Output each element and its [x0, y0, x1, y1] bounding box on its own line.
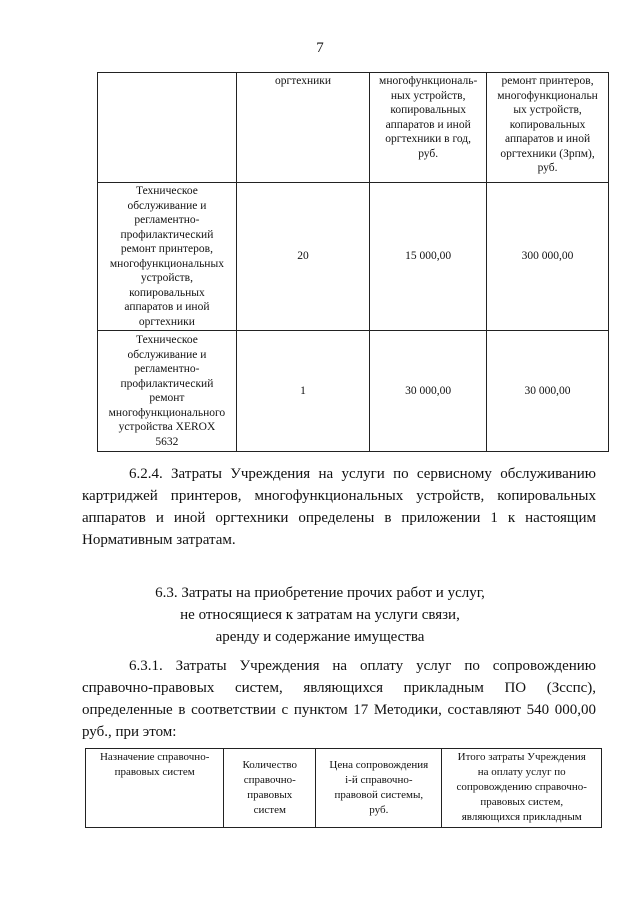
table-row	[98, 183, 609, 331]
table-row	[98, 331, 609, 452]
header-cell-name	[98, 73, 237, 183]
header-cell-count: Количество справочно- правовых систем	[224, 749, 316, 828]
legal-systems-table	[85, 748, 602, 828]
row-name-cell: Техническое обслуживание и регламентно- профилактический ремонт многофункционального устройства XEROX 5632	[98, 331, 237, 452]
row-total-cell: 300 000,00	[487, 183, 609, 331]
row-price-cell: 15 000,00	[370, 183, 487, 331]
row-qty-cell: 20	[236, 183, 369, 331]
section-heading-line: 6.3. Затраты на приобретение прочих работ и услуг,	[155, 585, 485, 601]
header-cell-total: ремонт принтеров, многофункциональн ых устройств, копировальных аппаратов и иной оргтехники (Зрпм), руб.	[487, 73, 609, 183]
section-6-3-heading	[60, 582, 580, 648]
header-cell-price: Цена сопровождения i-й справочно- правовой системы, руб.	[316, 749, 442, 828]
section-heading-line: не относящиеся к затратам на услуги связи,	[180, 607, 460, 623]
page-number: 7	[316, 40, 324, 56]
paragraph-6-3-1: 6.3.1. Затраты Учреждения на оплату услуг по сопровождению справочно-правовых систем, являющихся прикладным ПО (Зсспс), определенные в соответствии с пунктом 17 Методики, составляют 540 000,00 руб., при этом:	[82, 658, 596, 740]
header-cell-total: Итого затраты Учреждения на оплату услуг по сопровождению справочно- правовых систем, являющихся прикладным	[442, 749, 602, 828]
paragraph-6-2-4: 6.2.4. Затраты Учреждения на услуги по сервисному обслуживанию картриджей принтеров, многофункциональных устройств, копировальных аппаратов и иной оргтехники определены в приложении 1 к настоящим Нормативным затратам.	[82, 466, 596, 548]
header-cell-price: многофункциональ- ных устройств, копировальных аппаратов и иной оргтехники в год, руб.	[370, 73, 487, 183]
table-header-row	[86, 749, 602, 828]
header-cell-qty: оргтехники	[236, 73, 369, 183]
row-price-cell: 30 000,00	[370, 331, 487, 452]
row-qty-cell: 1	[236, 331, 369, 452]
maintenance-table	[97, 72, 609, 452]
row-name-cell: Техническое обслуживание и регламентно- профилактический ремонт принтеров, многофункциональных устройств, копировальных аппаратов и иной оргтехники	[98, 183, 237, 331]
header-cell-purpose: Назначение справочно- правовых систем	[86, 749, 224, 828]
table-header-row	[98, 73, 609, 183]
section-heading-line: аренду и содержание имущества	[215, 629, 425, 645]
row-total-cell: 30 000,00	[487, 331, 609, 452]
